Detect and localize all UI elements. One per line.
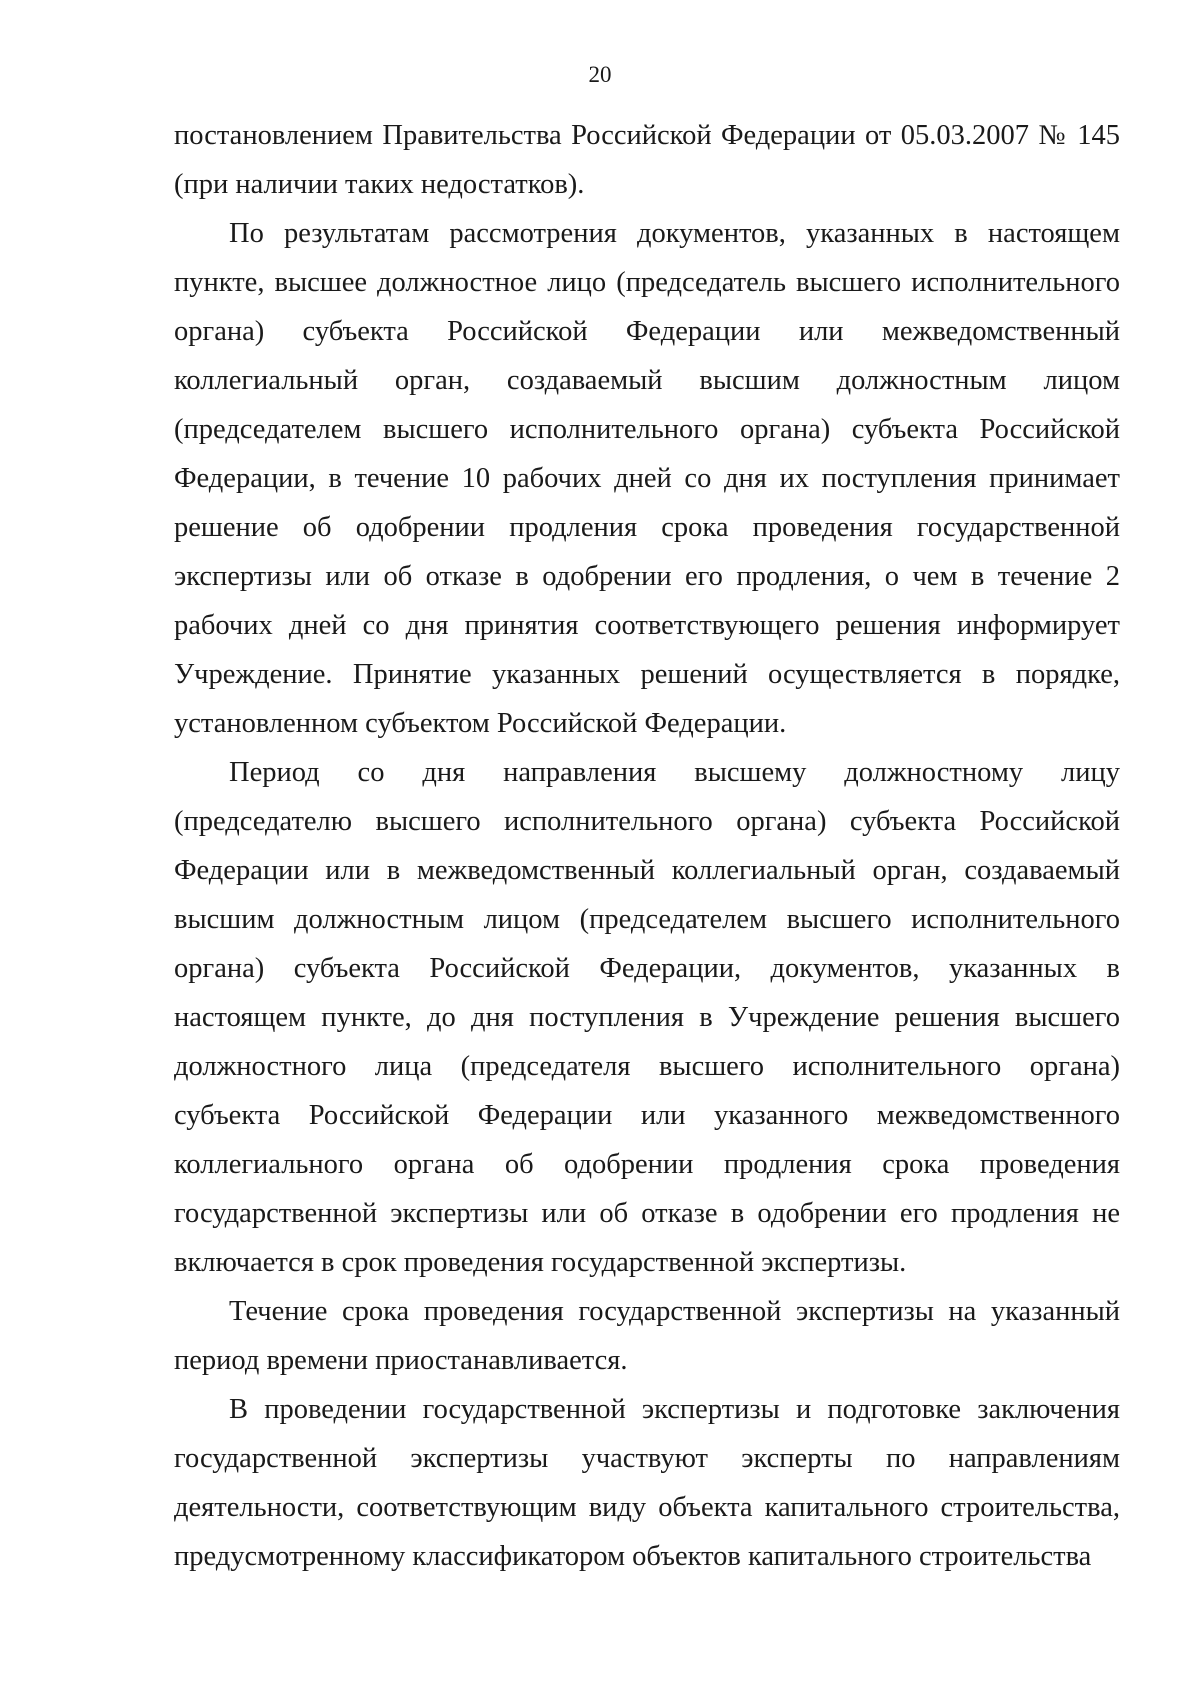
paragraph-review-results: По результатам рассмотрения документов, указанных в настоящем пункте, высшее должностное лицо (председатель высшего исполнительного органа) субъекта Российской Федерации или межведомственный коллегиальный орган, создаваемый высшим должностным лицом (председателем высшего исполнительного органа) субъекта Российской Федерации, в течение 10 рабочих дней со дня их поступления принимает решение об одобрении продления срока проведения государственной экспертизы или об отказе в одобрении его продления, о чем в течение 2 рабочих дней со дня принятия соответствующего решения информирует Учреждение. Принятие указанных решений осуществляется в порядке, установленном субъектом Российской Федерации.: [174, 218, 1120, 739]
paragraph-period-exclusion: Период со дня направления высшему должностному лицу (председателю высшего исполнительного органа) субъекта Российской Федерации или в межведомственный коллегиальный орган, создаваемый высшим должностным лицом (председателем высшего исполнительного органа) субъекта Российской Федерации, документов, указанных в настоящем пункте, до дня поступления в Учреждение решения высшего должностного лица (председателя высшего исполнительного органа) субъекта Российской Федерации или указанного межведомственного коллегиального органа об одобрении продления срока проведения государственной экспертизы или об отказе в одобрении его продления не включается в срок проведения государственной экспертизы.: [174, 757, 1120, 1278]
paragraph-experts-participation: В проведении государственной экспертизы и подготовке заключения государственной экспертизы участвуют эксперты по направлениям деятельности, соответствующим виду объекта капитального строительства, предусмотренному классификатором объектов капитального строительства: [174, 1394, 1120, 1572]
document-body: [174, 111, 1120, 1581]
page-number: 20: [588, 62, 612, 87]
paragraph-continuation: постановлением Правительства Российской Федерации от 05.03.2007 № 145 (при наличии таких недостатков).: [174, 120, 1120, 200]
paragraph-term-suspension: Течение срока проведения государственной экспертизы на указанный период времени приостанавливается.: [174, 1296, 1120, 1376]
